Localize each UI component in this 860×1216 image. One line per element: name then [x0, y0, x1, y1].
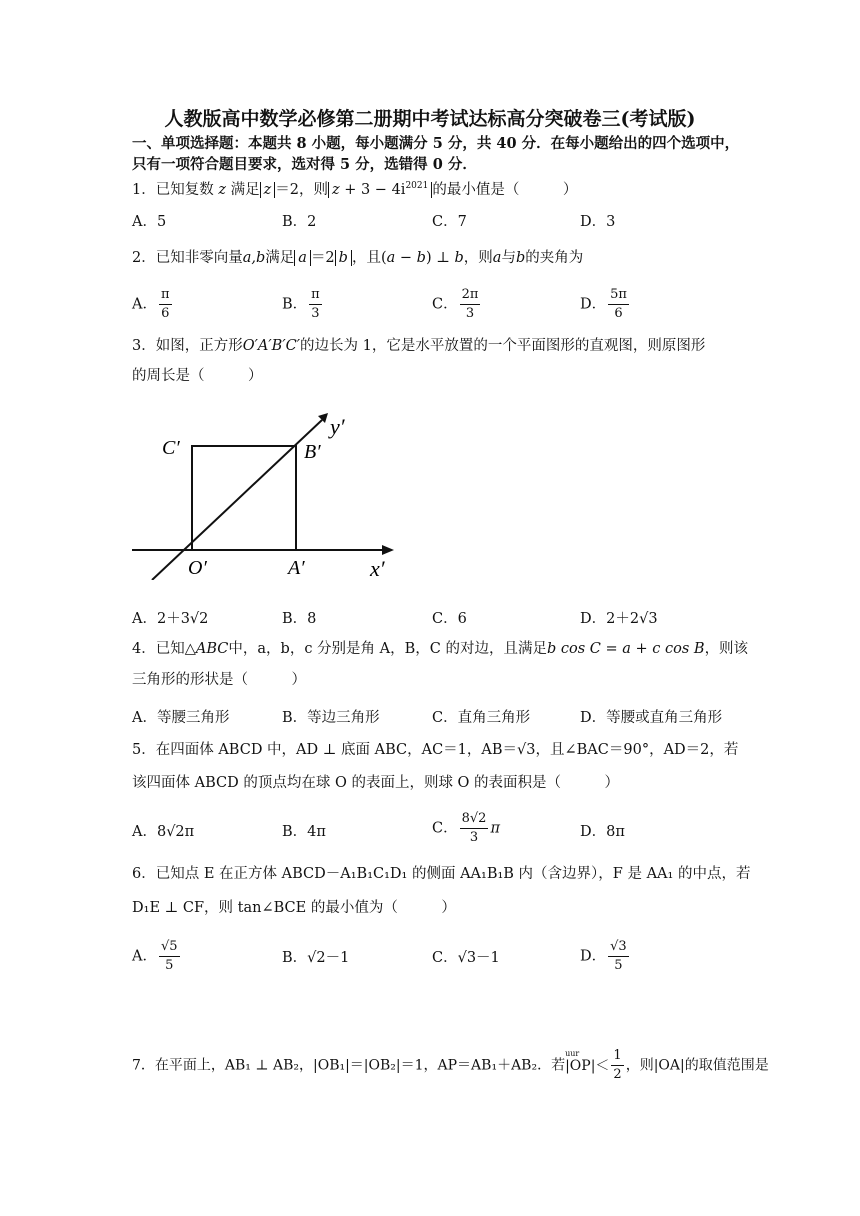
question-5-option-c[interactable]: C． $\frac{8√2}{3}$ π — [432, 811, 500, 845]
square-o-a-b-c — [192, 446, 296, 550]
question-5-stem-line1: 5．在四面体 ABCD 中，AD ⊥ 底面 ABC，AC＝1，AB＝√3，且∠BAC＝90°，AD＝2，若 — [132, 742, 739, 758]
question-6-option-d[interactable]: D． $\frac{√3}{5}$ — [580, 939, 627, 973]
question-1-option-b[interactable]: B．2 — [282, 214, 317, 230]
question-7-stem: 7．在平面上，AB₁ ⊥ AB₂，|OB₁|＝|OB₂|＝1，AP＝AB₁＋AB₂．若 uur |OP|＜ $\frac{1}{2}$ ，则|OA|的取值范围是 — [132, 1048, 769, 1082]
label-o: O′ — [188, 557, 207, 579]
label-a: A′ — [288, 557, 305, 579]
question-3-option-d[interactable]: D．2＋2√3 — [580, 611, 658, 627]
question-4-option-d[interactable]: D．等腰或直角三角形 — [580, 710, 723, 726]
question-5-option-a[interactable]: A．8√2π — [132, 824, 195, 840]
question-4-stem-line1: 4．已知△ABC中，a，b，c 分别是角 A，B，C 的对边，且满足b cos C = a + c cos B，则该 — [132, 641, 749, 657]
question-2-option-a[interactable]: A． $\frac{\pi}{6}$ — [132, 287, 170, 321]
square-oblique-diagram — [132, 410, 402, 580]
question-1-option-a[interactable]: A．5 — [132, 214, 167, 230]
question-6-option-a[interactable]: A． $\frac{√5}{5}$ — [132, 939, 178, 973]
question-6-option-b[interactable]: B．√2－1 — [282, 950, 350, 966]
question-5-option-d[interactable]: D．8π — [580, 824, 625, 840]
question-3-stem-line1: 3．如图，正方形O′A′B′C′的边长为 1，它是水平放置的一个平面图形的直观图，则原图形 — [132, 338, 706, 354]
question-4-option-c[interactable]: C．直角三角形 — [432, 710, 531, 726]
question-3-option-b[interactable]: B．8 — [282, 611, 317, 627]
page-title: 人教版高中数学必修第二册期中考试达标高分突破卷三(考试版) — [164, 108, 696, 130]
section-heading-line1: 一、单项选择题：本题共 8 小题，每小题满分 5 分，共 40 分．在每小题给出的四个选项中， — [132, 135, 740, 152]
label-y: y′ — [330, 414, 345, 439]
question-3-option-a[interactable]: A．2＋3√2 — [132, 611, 209, 627]
question-4-option-b[interactable]: B．等边三角形 — [282, 710, 380, 726]
section-heading-line2: 只有一项符合题目要求，选对得 5 分，选错得 0 分． — [132, 156, 477, 173]
question-2-option-b[interactable]: B． $\frac{\pi}{3}$ — [282, 287, 320, 321]
question-3-option-c[interactable]: C．6 — [432, 611, 467, 627]
question-4-option-a[interactable]: A．等腰三角形 — [132, 710, 230, 726]
question-2-option-c[interactable]: C． $\frac{2\pi}{3}$ — [432, 287, 479, 321]
question-1-option-c[interactable]: C．7 — [432, 214, 467, 230]
question-6-stem-line1: 6．已知点 E 在正方体 ABCD－A₁B₁C₁D₁ 的侧面 AA₁B₁B 内（含边界），F 是 AA₁ 的中点，若 — [132, 866, 751, 882]
question-3-stem-line2: 的周长是（ ） — [132, 368, 263, 384]
question-1-stem: 1．已知复数 z 满足 z ＝2，则 $z + 3 - 4i^{2021}$ 的最小值是（ ） — [132, 181, 578, 198]
question-5-stem-line2: 该四面体 ABCD 的顶点均在球 O 的表面上，则球 O 的表面积是（ ） — [132, 775, 620, 791]
label-c: C′ — [162, 437, 180, 459]
label-b: B′ — [304, 441, 321, 463]
question-5-option-b[interactable]: B．4π — [282, 824, 326, 840]
question-2-stem: 2．已知非零向量a,b满足 a ＝2 b ，且(a − b) ⊥ b，则a与b的夹角为 — [132, 250, 584, 266]
question-4-stem-line2: 三角形的形状是（ ） — [132, 672, 306, 688]
label-x: x′ — [370, 556, 385, 580]
question-1-option-d[interactable]: D．3 — [580, 214, 616, 230]
question-6-stem-line2: D₁E ⊥ CF，则 tan∠BCE 的最小值为（ ） — [132, 900, 456, 916]
x-axis-arrow — [382, 545, 394, 555]
question-6-option-c[interactable]: C．√3－1 — [432, 950, 500, 966]
question-2-option-d[interactable]: D． $\frac{5\pi}{6}$ — [580, 287, 627, 321]
